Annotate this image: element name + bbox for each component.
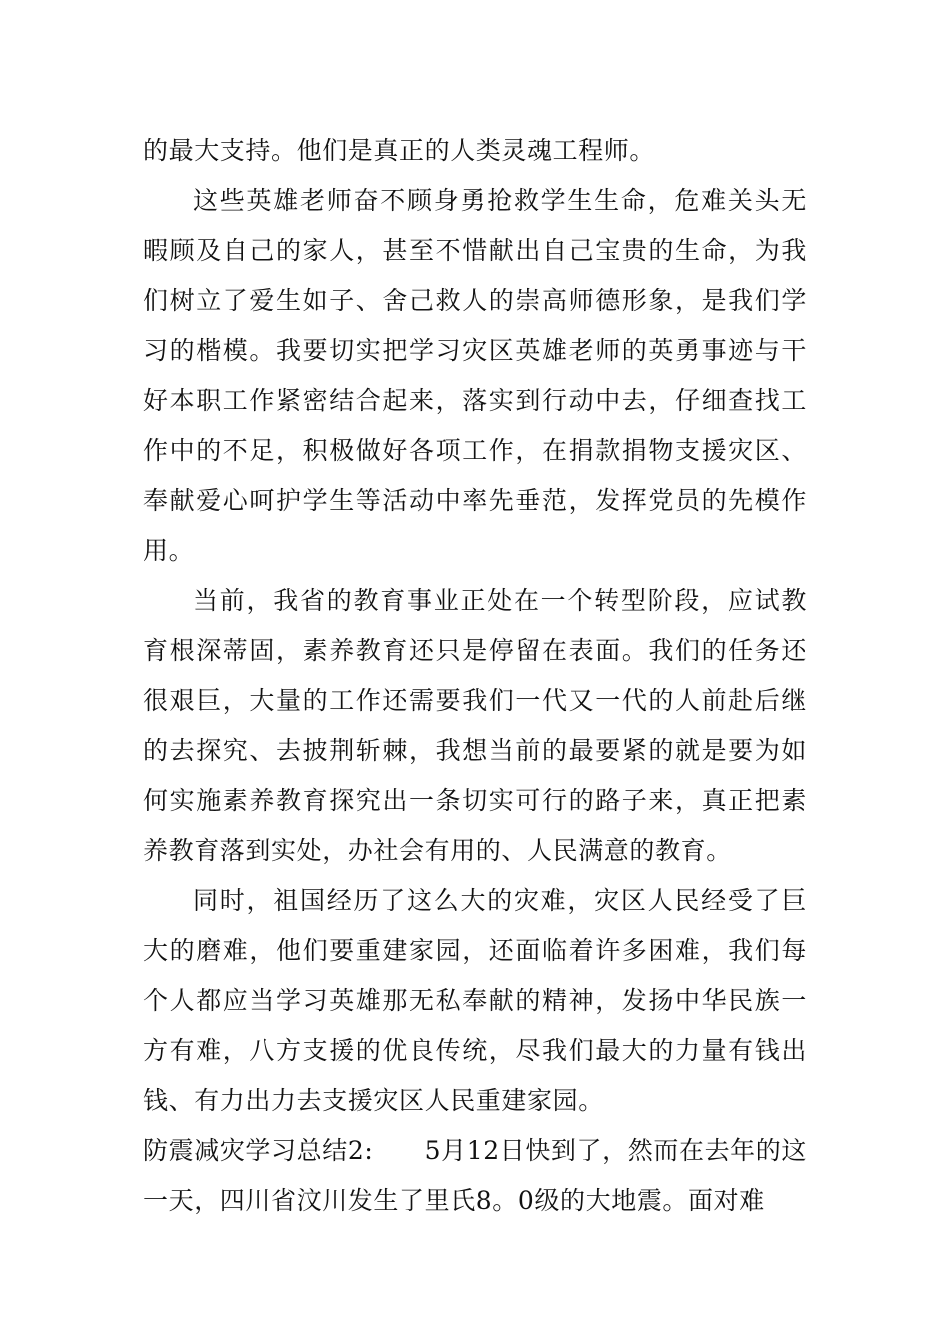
paragraph-5: 防震减灾学习总结2: 5月12日快到了，然而在去年的这一天，四川省汶川发生了里氏8。0级的大地震。面对难 <box>143 1136 807 1215</box>
paragraph-1: 的最大支持。他们是真正的人类灵魂工程师。 <box>143 136 656 165</box>
paragraph-4: 同时，祖国经历了这么大的灾难，灾区人民经受了巨大的磨难，他们要重建家园，还面临着许多困难，我们每个人都应当学习英雄那无私奉献的精神，发扬中华民族一方有难，八方支援的优良传统，尽我们最大的力量有钱出钱、有力出力去支援灾区人民重建家园。 <box>143 886 807 1115</box>
paragraph-2: 这些英雄老师奋不顾身勇抢救学生生命，危难关头无暇顾及自己的家人，甚至不惜献出自己宝贵的生命，为我们树立了爱生如子、舍己救人的崇高师德形象，是我们学习的楷模。我要切实把学习灾区英雄老师的英勇事迹与干好本职工作紧密结合起来，落实到行动中去，仔细查找工作中的不足，积极做好各项工作，在捐款捐物支援灾区、奉献爱心呵护学生等活动中率先垂范，发挥党员的先模作用。 <box>143 186 807 565</box>
document-body <box>143 126 807 1226</box>
paragraph-3: 当前，我省的教育事业正处在一个转型阶段，应试教育根深蒂固，素养教育还只是停留在表面。我们的任务还很艰巨，大量的工作还需要我们一代又一代的人前赴后继的去探究、去披荆斩棘，我想当前的最要紧的就是要为如何实施素养教育探究出一条切实可行的路子来，真正把素养教育落到实处，办社会有用的、人民满意的教育。 <box>143 586 807 865</box>
